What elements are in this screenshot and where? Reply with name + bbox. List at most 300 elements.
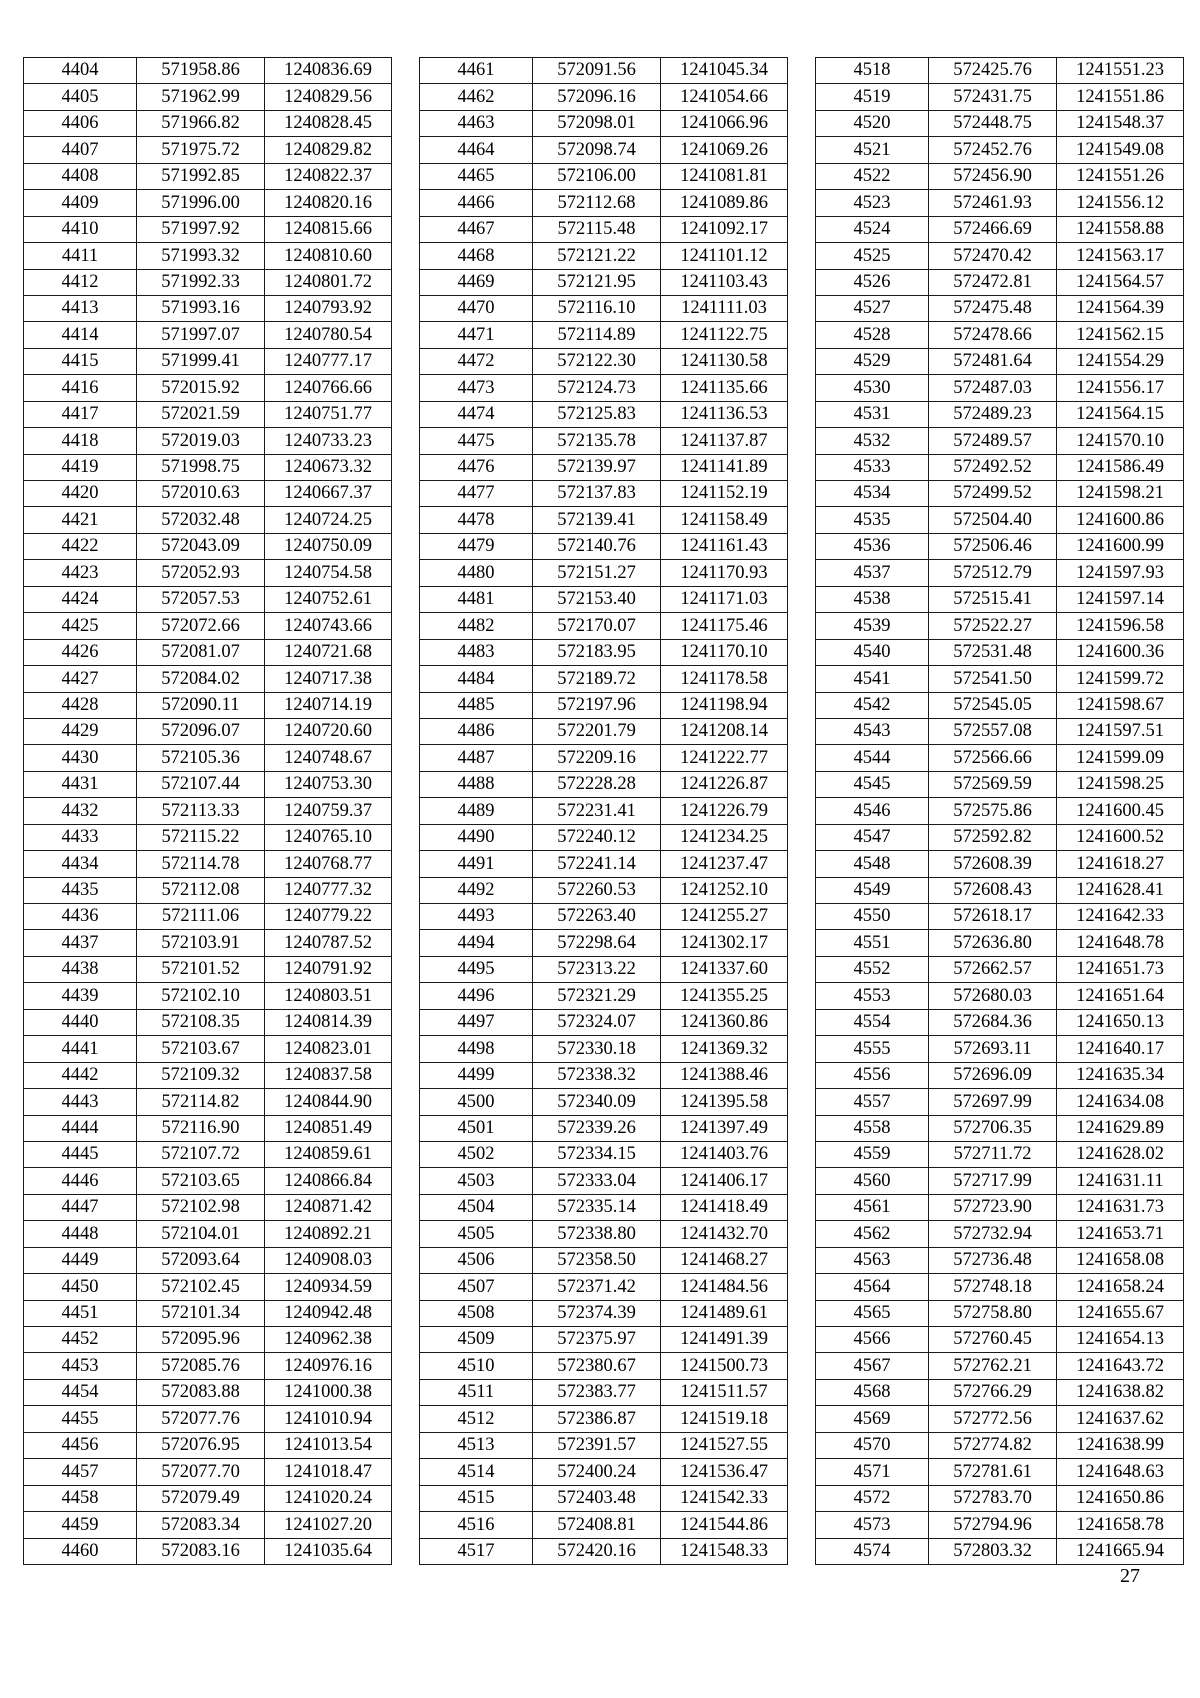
- y-coordinate-cell: 1240823.01: [265, 1036, 392, 1062]
- table-row: [420, 1512, 788, 1538]
- point-id-cell: 4571: [816, 1459, 929, 1485]
- table-row: [816, 454, 1184, 480]
- x-coordinate-cell: 572489.23: [929, 401, 1057, 427]
- point-id-cell: 4561: [816, 1194, 929, 1220]
- y-coordinate-cell: 1241089.86: [661, 190, 788, 216]
- x-coordinate-cell: 572116.90: [137, 1115, 265, 1141]
- point-id-cell: 4445: [24, 1141, 137, 1167]
- point-id-cell: 4437: [24, 930, 137, 956]
- table-row: [420, 375, 788, 401]
- x-coordinate-cell: 572522.27: [929, 613, 1057, 639]
- point-id-cell: 4528: [816, 322, 929, 348]
- y-coordinate-cell: 1241650.13: [1057, 1009, 1184, 1035]
- table-row: [816, 798, 1184, 824]
- point-id-cell: 4457: [24, 1459, 137, 1485]
- point-id-cell: 4440: [24, 1009, 137, 1035]
- table-row: [816, 1247, 1184, 1273]
- y-coordinate-cell: 1240777.32: [265, 877, 392, 903]
- table-row: [816, 1406, 1184, 1432]
- table-row: [816, 1327, 1184, 1353]
- table-row: [420, 137, 788, 163]
- table-row: [420, 798, 788, 824]
- y-coordinate-cell: 1240829.56: [265, 84, 392, 110]
- y-coordinate-cell: 1241586.49: [1057, 454, 1184, 480]
- y-coordinate-cell: 1241631.11: [1057, 1168, 1184, 1194]
- point-id-cell: 4556: [816, 1062, 929, 1088]
- x-coordinate-cell: 572338.32: [533, 1062, 661, 1088]
- y-coordinate-cell: 1241631.73: [1057, 1194, 1184, 1220]
- table-row: [420, 1115, 788, 1141]
- table-row: [816, 533, 1184, 559]
- y-coordinate-cell: 1241000.38: [265, 1379, 392, 1405]
- y-coordinate-cell: 1241208.14: [661, 718, 788, 744]
- x-coordinate-cell: 572102.98: [137, 1194, 265, 1220]
- point-id-cell: 4412: [24, 269, 137, 295]
- y-coordinate-cell: 1240934.59: [265, 1274, 392, 1300]
- point-id-cell: 4444: [24, 1115, 137, 1141]
- x-coordinate-cell: 572090.11: [137, 692, 265, 718]
- table-row: [816, 851, 1184, 877]
- point-id-cell: 4515: [420, 1485, 533, 1511]
- x-coordinate-cell: 572153.40: [533, 586, 661, 612]
- point-id-cell: 4562: [816, 1221, 929, 1247]
- table-row: [816, 269, 1184, 295]
- x-coordinate-cell: 572662.57: [929, 956, 1057, 982]
- y-coordinate-cell: 1241598.67: [1057, 692, 1184, 718]
- table-row: [24, 269, 392, 295]
- y-coordinate-cell: 1241654.13: [1057, 1327, 1184, 1353]
- point-id-cell: 4416: [24, 375, 137, 401]
- x-coordinate-cell: 572762.21: [929, 1353, 1057, 1379]
- x-coordinate-cell: 572487.03: [929, 375, 1057, 401]
- y-coordinate-cell: 1240791.92: [265, 956, 392, 982]
- x-coordinate-cell: 572736.48: [929, 1247, 1057, 1273]
- y-coordinate-cell: 1240908.03: [265, 1247, 392, 1273]
- x-coordinate-cell: 572335.14: [533, 1194, 661, 1220]
- table-row: [420, 1379, 788, 1405]
- table-row: [816, 1062, 1184, 1088]
- y-coordinate-cell: 1241600.86: [1057, 507, 1184, 533]
- y-coordinate-cell: 1241069.26: [661, 137, 788, 163]
- y-coordinate-cell: 1241570.10: [1057, 428, 1184, 454]
- point-id-cell: 4423: [24, 560, 137, 586]
- x-coordinate-cell: 572400.24: [533, 1459, 661, 1485]
- x-coordinate-cell: 572116.10: [533, 295, 661, 321]
- x-coordinate-cell: 572197.96: [533, 692, 661, 718]
- x-coordinate-cell: 572374.39: [533, 1300, 661, 1326]
- table-row: [420, 454, 788, 480]
- point-id-cell: 4417: [24, 401, 137, 427]
- table-row: [420, 216, 788, 242]
- point-id-cell: 4527: [816, 295, 929, 321]
- table-row: [420, 1247, 788, 1273]
- table-row: [24, 375, 392, 401]
- table-row: [420, 904, 788, 930]
- y-coordinate-cell: 1241562.15: [1057, 322, 1184, 348]
- table-row: [816, 110, 1184, 136]
- table-row: [24, 84, 392, 110]
- table-row: [816, 771, 1184, 797]
- x-coordinate-cell: 572732.94: [929, 1221, 1057, 1247]
- x-coordinate-cell: 572408.81: [533, 1512, 661, 1538]
- y-coordinate-cell: 1241226.87: [661, 771, 788, 797]
- y-coordinate-cell: 1241010.94: [265, 1406, 392, 1432]
- table-row: [816, 639, 1184, 665]
- table-row: [816, 983, 1184, 1009]
- point-id-cell: 4507: [420, 1274, 533, 1300]
- point-id-cell: 4566: [816, 1327, 929, 1353]
- table-row: [24, 586, 392, 612]
- point-id-cell: 4476: [420, 454, 533, 480]
- point-id-cell: 4410: [24, 216, 137, 242]
- table-row: [816, 1168, 1184, 1194]
- y-coordinate-cell: 1240829.82: [265, 137, 392, 163]
- x-coordinate-cell: 572114.82: [137, 1089, 265, 1115]
- x-coordinate-cell: 572231.41: [533, 798, 661, 824]
- x-coordinate-cell: 572557.08: [929, 718, 1057, 744]
- table-row: [420, 348, 788, 374]
- table-row: [816, 1538, 1184, 1564]
- y-coordinate-cell: 1241548.37: [1057, 110, 1184, 136]
- point-id-cell: 4446: [24, 1168, 137, 1194]
- table-row: [816, 375, 1184, 401]
- table-row: [24, 560, 392, 586]
- x-coordinate-cell: 572109.32: [137, 1062, 265, 1088]
- point-id-cell: 4434: [24, 851, 137, 877]
- point-id-cell: 4565: [816, 1300, 929, 1326]
- x-coordinate-cell: 572489.57: [929, 428, 1057, 454]
- table-row: [420, 983, 788, 1009]
- y-coordinate-cell: 1241551.23: [1057, 58, 1184, 84]
- y-coordinate-cell: 1241020.24: [265, 1485, 392, 1511]
- point-id-cell: 4409: [24, 190, 137, 216]
- point-id-cell: 4464: [420, 137, 533, 163]
- x-coordinate-cell: 572228.28: [533, 771, 661, 797]
- table-row: [420, 243, 788, 269]
- table-row: [816, 1459, 1184, 1485]
- y-coordinate-cell: 1241388.46: [661, 1062, 788, 1088]
- point-id-cell: 4469: [420, 269, 533, 295]
- table-row: [420, 956, 788, 982]
- table-row: [24, 454, 392, 480]
- y-coordinate-cell: 1241542.33: [661, 1485, 788, 1511]
- point-id-cell: 4458: [24, 1485, 137, 1511]
- y-coordinate-cell: 1241628.41: [1057, 877, 1184, 903]
- table-row: [24, 533, 392, 559]
- y-coordinate-cell: 1241122.75: [661, 322, 788, 348]
- y-coordinate-cell: 1240780.54: [265, 322, 392, 348]
- point-id-cell: 4520: [816, 110, 929, 136]
- point-id-cell: 4467: [420, 216, 533, 242]
- y-coordinate-cell: 1240779.22: [265, 904, 392, 930]
- table-row: [24, 322, 392, 348]
- point-id-cell: 4470: [420, 295, 533, 321]
- table-row: [420, 718, 788, 744]
- x-coordinate-cell: 572781.61: [929, 1459, 1057, 1485]
- y-coordinate-cell: 1240871.42: [265, 1194, 392, 1220]
- table-row: [24, 1406, 392, 1432]
- y-coordinate-cell: 1241665.94: [1057, 1538, 1184, 1564]
- y-coordinate-cell: 1241556.12: [1057, 190, 1184, 216]
- y-coordinate-cell: 1241066.96: [661, 110, 788, 136]
- point-id-cell: 4441: [24, 1036, 137, 1062]
- x-coordinate-cell: 572240.12: [533, 824, 661, 850]
- point-id-cell: 4538: [816, 586, 929, 612]
- table-row: [24, 798, 392, 824]
- x-coordinate-cell: 572470.42: [929, 243, 1057, 269]
- y-coordinate-cell: 1241658.08: [1057, 1247, 1184, 1273]
- x-coordinate-cell: 572107.44: [137, 771, 265, 797]
- table-row: [420, 560, 788, 586]
- table-row: [24, 1300, 392, 1326]
- point-id-cell: 4466: [420, 190, 533, 216]
- y-coordinate-cell: 1241137.87: [661, 428, 788, 454]
- x-coordinate-cell: 572112.68: [533, 190, 661, 216]
- table-row: [420, 401, 788, 427]
- table-row: [816, 295, 1184, 321]
- table-row: [24, 1512, 392, 1538]
- point-id-cell: 4459: [24, 1512, 137, 1538]
- point-id-cell: 4443: [24, 1089, 137, 1115]
- y-coordinate-cell: 1241337.60: [661, 956, 788, 982]
- table-row: [420, 851, 788, 877]
- table-row: [420, 877, 788, 903]
- point-id-cell: 4439: [24, 983, 137, 1009]
- y-coordinate-cell: 1241045.34: [661, 58, 788, 84]
- table-row: [420, 507, 788, 533]
- x-coordinate-cell: 572448.75: [929, 110, 1057, 136]
- table-row: [816, 824, 1184, 850]
- y-coordinate-cell: 1241170.10: [661, 639, 788, 665]
- x-coordinate-cell: 572096.16: [533, 84, 661, 110]
- point-id-cell: 4548: [816, 851, 929, 877]
- y-coordinate-cell: 1241081.81: [661, 163, 788, 189]
- point-id-cell: 4568: [816, 1379, 929, 1405]
- table-row: [816, 1036, 1184, 1062]
- point-id-cell: 4514: [420, 1459, 533, 1485]
- x-coordinate-cell: 572383.77: [533, 1379, 661, 1405]
- point-id-cell: 4545: [816, 771, 929, 797]
- table-row: [420, 1300, 788, 1326]
- y-coordinate-cell: 1240751.77: [265, 401, 392, 427]
- point-id-cell: 4483: [420, 639, 533, 665]
- x-coordinate-cell: 572102.10: [137, 983, 265, 1009]
- point-id-cell: 4419: [24, 454, 137, 480]
- y-coordinate-cell: 1241600.45: [1057, 798, 1184, 824]
- point-id-cell: 4465: [420, 163, 533, 189]
- point-id-cell: 4413: [24, 295, 137, 321]
- y-coordinate-cell: 1241597.14: [1057, 586, 1184, 612]
- point-id-cell: 4492: [420, 877, 533, 903]
- x-coordinate-cell: 571992.85: [137, 163, 265, 189]
- table-row: [24, 481, 392, 507]
- table-row: [816, 348, 1184, 374]
- y-coordinate-cell: 1241655.67: [1057, 1300, 1184, 1326]
- point-id-cell: 4481: [420, 586, 533, 612]
- table-row: [420, 1432, 788, 1458]
- point-id-cell: 4550: [816, 904, 929, 930]
- x-coordinate-cell: 571966.82: [137, 110, 265, 136]
- y-coordinate-cell: 1240859.61: [265, 1141, 392, 1167]
- point-id-cell: 4497: [420, 1009, 533, 1035]
- x-coordinate-cell: 572684.36: [929, 1009, 1057, 1035]
- table-row: [420, 666, 788, 692]
- coordinate-table-1: [23, 57, 392, 1565]
- y-coordinate-cell: 1240793.92: [265, 295, 392, 321]
- x-coordinate-cell: 572541.50: [929, 666, 1057, 692]
- y-coordinate-cell: 1241618.27: [1057, 851, 1184, 877]
- x-coordinate-cell: 572403.48: [533, 1485, 661, 1511]
- y-coordinate-cell: 1240866.84: [265, 1168, 392, 1194]
- y-coordinate-cell: 1241599.72: [1057, 666, 1184, 692]
- y-coordinate-cell: 1241600.99: [1057, 533, 1184, 559]
- table-row: [420, 428, 788, 454]
- table-row: [420, 639, 788, 665]
- x-coordinate-cell: 572334.15: [533, 1141, 661, 1167]
- x-coordinate-cell: 572260.53: [533, 877, 661, 903]
- table-row: [816, 956, 1184, 982]
- point-id-cell: 4426: [24, 639, 137, 665]
- x-coordinate-cell: 572506.46: [929, 533, 1057, 559]
- point-id-cell: 4451: [24, 1300, 137, 1326]
- table-row: [816, 401, 1184, 427]
- x-coordinate-cell: 571998.75: [137, 454, 265, 480]
- x-coordinate-cell: 571997.07: [137, 322, 265, 348]
- x-coordinate-cell: 572566.66: [929, 745, 1057, 771]
- y-coordinate-cell: 1241558.88: [1057, 216, 1184, 242]
- table-row: [24, 613, 392, 639]
- x-coordinate-cell: 572057.53: [137, 586, 265, 612]
- x-coordinate-cell: 572803.32: [929, 1538, 1057, 1564]
- point-id-cell: 4522: [816, 163, 929, 189]
- table-row: [816, 745, 1184, 771]
- y-coordinate-cell: 1241255.27: [661, 904, 788, 930]
- y-coordinate-cell: 1241563.17: [1057, 243, 1184, 269]
- point-id-cell: 4447: [24, 1194, 137, 1220]
- table-row: [420, 613, 788, 639]
- y-coordinate-cell: 1241658.78: [1057, 1512, 1184, 1538]
- point-id-cell: 4480: [420, 560, 533, 586]
- x-coordinate-cell: 572122.30: [533, 348, 661, 374]
- table-row: [24, 348, 392, 374]
- point-id-cell: 4549: [816, 877, 929, 903]
- y-coordinate-cell: 1241171.03: [661, 586, 788, 612]
- y-coordinate-cell: 1240748.67: [265, 745, 392, 771]
- point-id-cell: 4504: [420, 1194, 533, 1220]
- table-row: [420, 1221, 788, 1247]
- table-row: [816, 718, 1184, 744]
- x-coordinate-cell: 572333.04: [533, 1168, 661, 1194]
- point-id-cell: 4462: [420, 84, 533, 110]
- point-id-cell: 4532: [816, 428, 929, 454]
- point-id-cell: 4505: [420, 1221, 533, 1247]
- point-id-cell: 4509: [420, 1327, 533, 1353]
- table-row: [816, 428, 1184, 454]
- table-row: [420, 322, 788, 348]
- table-row: [24, 401, 392, 427]
- point-id-cell: 4422: [24, 533, 137, 559]
- x-coordinate-cell: 572241.14: [533, 851, 661, 877]
- point-id-cell: 4493: [420, 904, 533, 930]
- x-coordinate-cell: 572545.05: [929, 692, 1057, 718]
- table-row: [24, 904, 392, 930]
- table-row: [24, 216, 392, 242]
- table-row: [816, 1141, 1184, 1167]
- table-row: [24, 1194, 392, 1220]
- table-row: [816, 216, 1184, 242]
- point-id-cell: 4530: [816, 375, 929, 401]
- x-coordinate-cell: 572338.80: [533, 1221, 661, 1247]
- table-row: [24, 666, 392, 692]
- table-row: [420, 930, 788, 956]
- y-coordinate-cell: 1240753.30: [265, 771, 392, 797]
- point-id-cell: 4478: [420, 507, 533, 533]
- point-id-cell: 4473: [420, 375, 533, 401]
- y-coordinate-cell: 1240733.23: [265, 428, 392, 454]
- table-row: [24, 507, 392, 533]
- y-coordinate-cell: 1241658.24: [1057, 1274, 1184, 1300]
- table-row: [24, 243, 392, 269]
- point-id-cell: 4450: [24, 1274, 137, 1300]
- y-coordinate-cell: 1241136.53: [661, 401, 788, 427]
- y-coordinate-cell: 1240724.25: [265, 507, 392, 533]
- table-row: [420, 295, 788, 321]
- table-row: [420, 1141, 788, 1167]
- x-coordinate-cell: 572139.41: [533, 507, 661, 533]
- y-coordinate-cell: 1241635.34: [1057, 1062, 1184, 1088]
- point-id-cell: 4546: [816, 798, 929, 824]
- y-coordinate-cell: 1240814.39: [265, 1009, 392, 1035]
- table-row: [816, 507, 1184, 533]
- x-coordinate-cell: 572472.81: [929, 269, 1057, 295]
- y-coordinate-cell: 1241597.93: [1057, 560, 1184, 586]
- x-coordinate-cell: 572391.57: [533, 1432, 661, 1458]
- x-coordinate-cell: 572098.01: [533, 110, 661, 136]
- y-coordinate-cell: 1241489.61: [661, 1300, 788, 1326]
- x-coordinate-cell: 572330.18: [533, 1036, 661, 1062]
- x-coordinate-cell: 572107.72: [137, 1141, 265, 1167]
- table-row: [420, 1327, 788, 1353]
- y-coordinate-cell: 1240766.66: [265, 375, 392, 401]
- y-coordinate-cell: 1241092.17: [661, 216, 788, 242]
- table-row: [420, 1089, 788, 1115]
- table-row: [420, 692, 788, 718]
- point-id-cell: 4431: [24, 771, 137, 797]
- x-coordinate-cell: 572531.48: [929, 639, 1057, 665]
- point-id-cell: 4553: [816, 983, 929, 1009]
- point-id-cell: 4544: [816, 745, 929, 771]
- point-id-cell: 4498: [420, 1036, 533, 1062]
- y-coordinate-cell: 1241643.72: [1057, 1353, 1184, 1379]
- x-coordinate-cell: 572386.87: [533, 1406, 661, 1432]
- y-coordinate-cell: 1241599.09: [1057, 745, 1184, 771]
- point-id-cell: 4536: [816, 533, 929, 559]
- y-coordinate-cell: 1241548.33: [661, 1538, 788, 1564]
- x-coordinate-cell: 571992.33: [137, 269, 265, 295]
- point-id-cell: 4471: [420, 322, 533, 348]
- point-id-cell: 4525: [816, 243, 929, 269]
- y-coordinate-cell: 1241468.27: [661, 1247, 788, 1273]
- x-coordinate-cell: 572103.65: [137, 1168, 265, 1194]
- x-coordinate-cell: 572766.29: [929, 1379, 1057, 1405]
- x-coordinate-cell: 571996.00: [137, 190, 265, 216]
- y-coordinate-cell: 1241222.77: [661, 745, 788, 771]
- y-coordinate-cell: 1241642.33: [1057, 904, 1184, 930]
- point-id-cell: 4453: [24, 1353, 137, 1379]
- page-number: 27: [1120, 1565, 1140, 1587]
- y-coordinate-cell: 1241432.70: [661, 1221, 788, 1247]
- x-coordinate-cell: 572112.08: [137, 877, 265, 903]
